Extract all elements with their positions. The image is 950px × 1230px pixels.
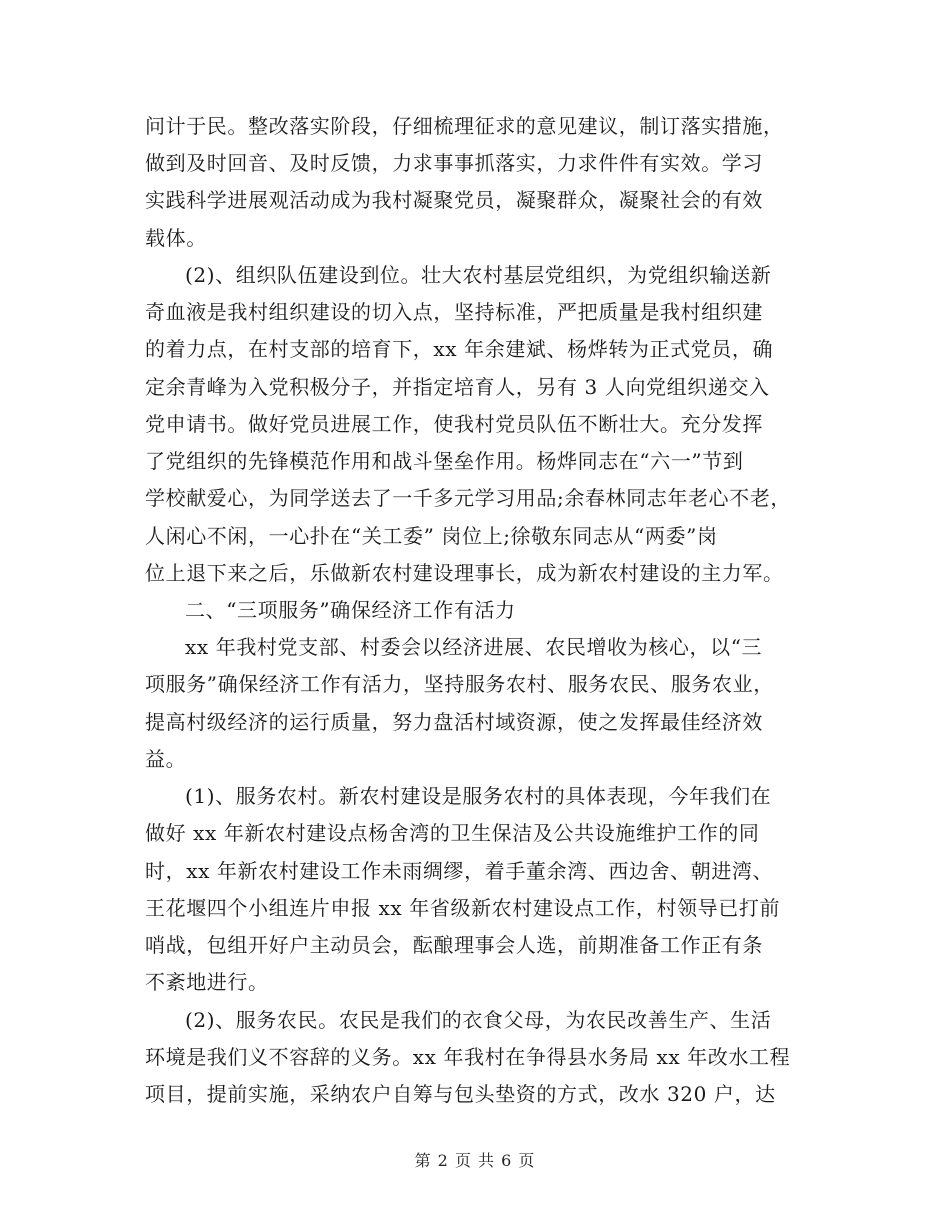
text-line-10: 了党组织的先锋模范作用和战斗堡垒作用。杨烨同志在“六一”节到: [145, 449, 744, 473]
text-line-19: (1)、服务农村。新农村建设是服务农村的具体表现，今年我们在: [185, 784, 772, 808]
text-line-18: 益。: [145, 747, 187, 771]
text-line-16: 项服务”确保经济工作有活力，坚持服务农村、服务农民、服务农业，: [145, 672, 774, 696]
text-line-13: 位上退下来之后，乐做新农村建设理事长，成为新农村建设的主力军。: [145, 561, 784, 585]
text-line-22: 王花堰四个小组连片申报 xx 年省级新农村建设点工作，村领导已打前: [145, 896, 781, 920]
text-line-9: 党申请书。做好党员进展工作，使我村党员队伍不断壮大。充分发挥: [145, 412, 763, 436]
text-line-4: 载体。: [145, 226, 207, 250]
text-line-27: 项目，提前实施，采纳农户自筹与包头垫资的方式，改水 320 户，达: [145, 1082, 776, 1106]
text-line-3: 实践科学进展观活动成为我村凝聚党员，凝聚群众，凝聚社会的有效: [145, 188, 763, 212]
text-line-7: 的着力点，在村支部的培育下，xx 年余建斌、杨烨转为正式党员，确: [145, 337, 774, 361]
section-heading: 二、“三项服务”确保经济工作有活力: [185, 598, 516, 622]
text-line-17: 提高村级经济的运行质量，努力盘活村域资源，使之发挥最佳经济效: [145, 710, 763, 734]
page-footer: 第 2 页 共 6 页: [414, 1151, 536, 1170]
text-line-23: 哨战，包组开好户主动员会，酝酿理事会人选，前期准备工作正有条: [145, 933, 763, 957]
text-line-8: 定余青峰为入党积极分子，并指定培育人，另有 3 人向党组织递交入: [145, 375, 770, 399]
text-line-20: 做好 xx 年新农村建设点杨舍湾的卫生保洁及公共设施维护工作的同: [145, 821, 760, 845]
text-line-15: xx 年我村党支部、村委会以经济进展、农民增收为核心，以“三: [185, 635, 763, 659]
text-line-26: 环境是我们义不容辞的义务。xx 年我村在争得县水务局 xx 年改水工程: [145, 1045, 791, 1069]
text-line-6: 奇血液是我村组织建设的切入点，坚持标准，严把质量是我村组织建: [145, 300, 763, 324]
text-line-11: 学校献爱心，为同学送去了一千多元学习用品;余春林同志年老心不老，: [145, 486, 791, 510]
text-line-12: 人闲心不闲，一心扑在“关工委” 岗位上;徐敬东同志从“两委”岗: [145, 524, 718, 548]
text-line-24: 不紊地进行。: [145, 970, 269, 994]
text-line-21: 时，xx 年新农村建设工作未雨绸缪，着手董余湾、西边舍、朝进湾、: [145, 859, 774, 883]
text-line-5: (2)、组织队伍建设到位。壮大农村基层党组织，为党组织输送新: [185, 263, 772, 287]
text-line-2: 做到及时回音、及时反馈，力求事事抓落实，力求件件有实效。学习: [145, 151, 763, 175]
text-line-1: 问计于民。整改落实阶段，仔细梳理征求的意见建议，制订落实措施，: [145, 114, 784, 138]
text-line-25: (2)、服务农民。农民是我们的衣食父母，为农民改善生产、生活: [185, 1008, 772, 1032]
